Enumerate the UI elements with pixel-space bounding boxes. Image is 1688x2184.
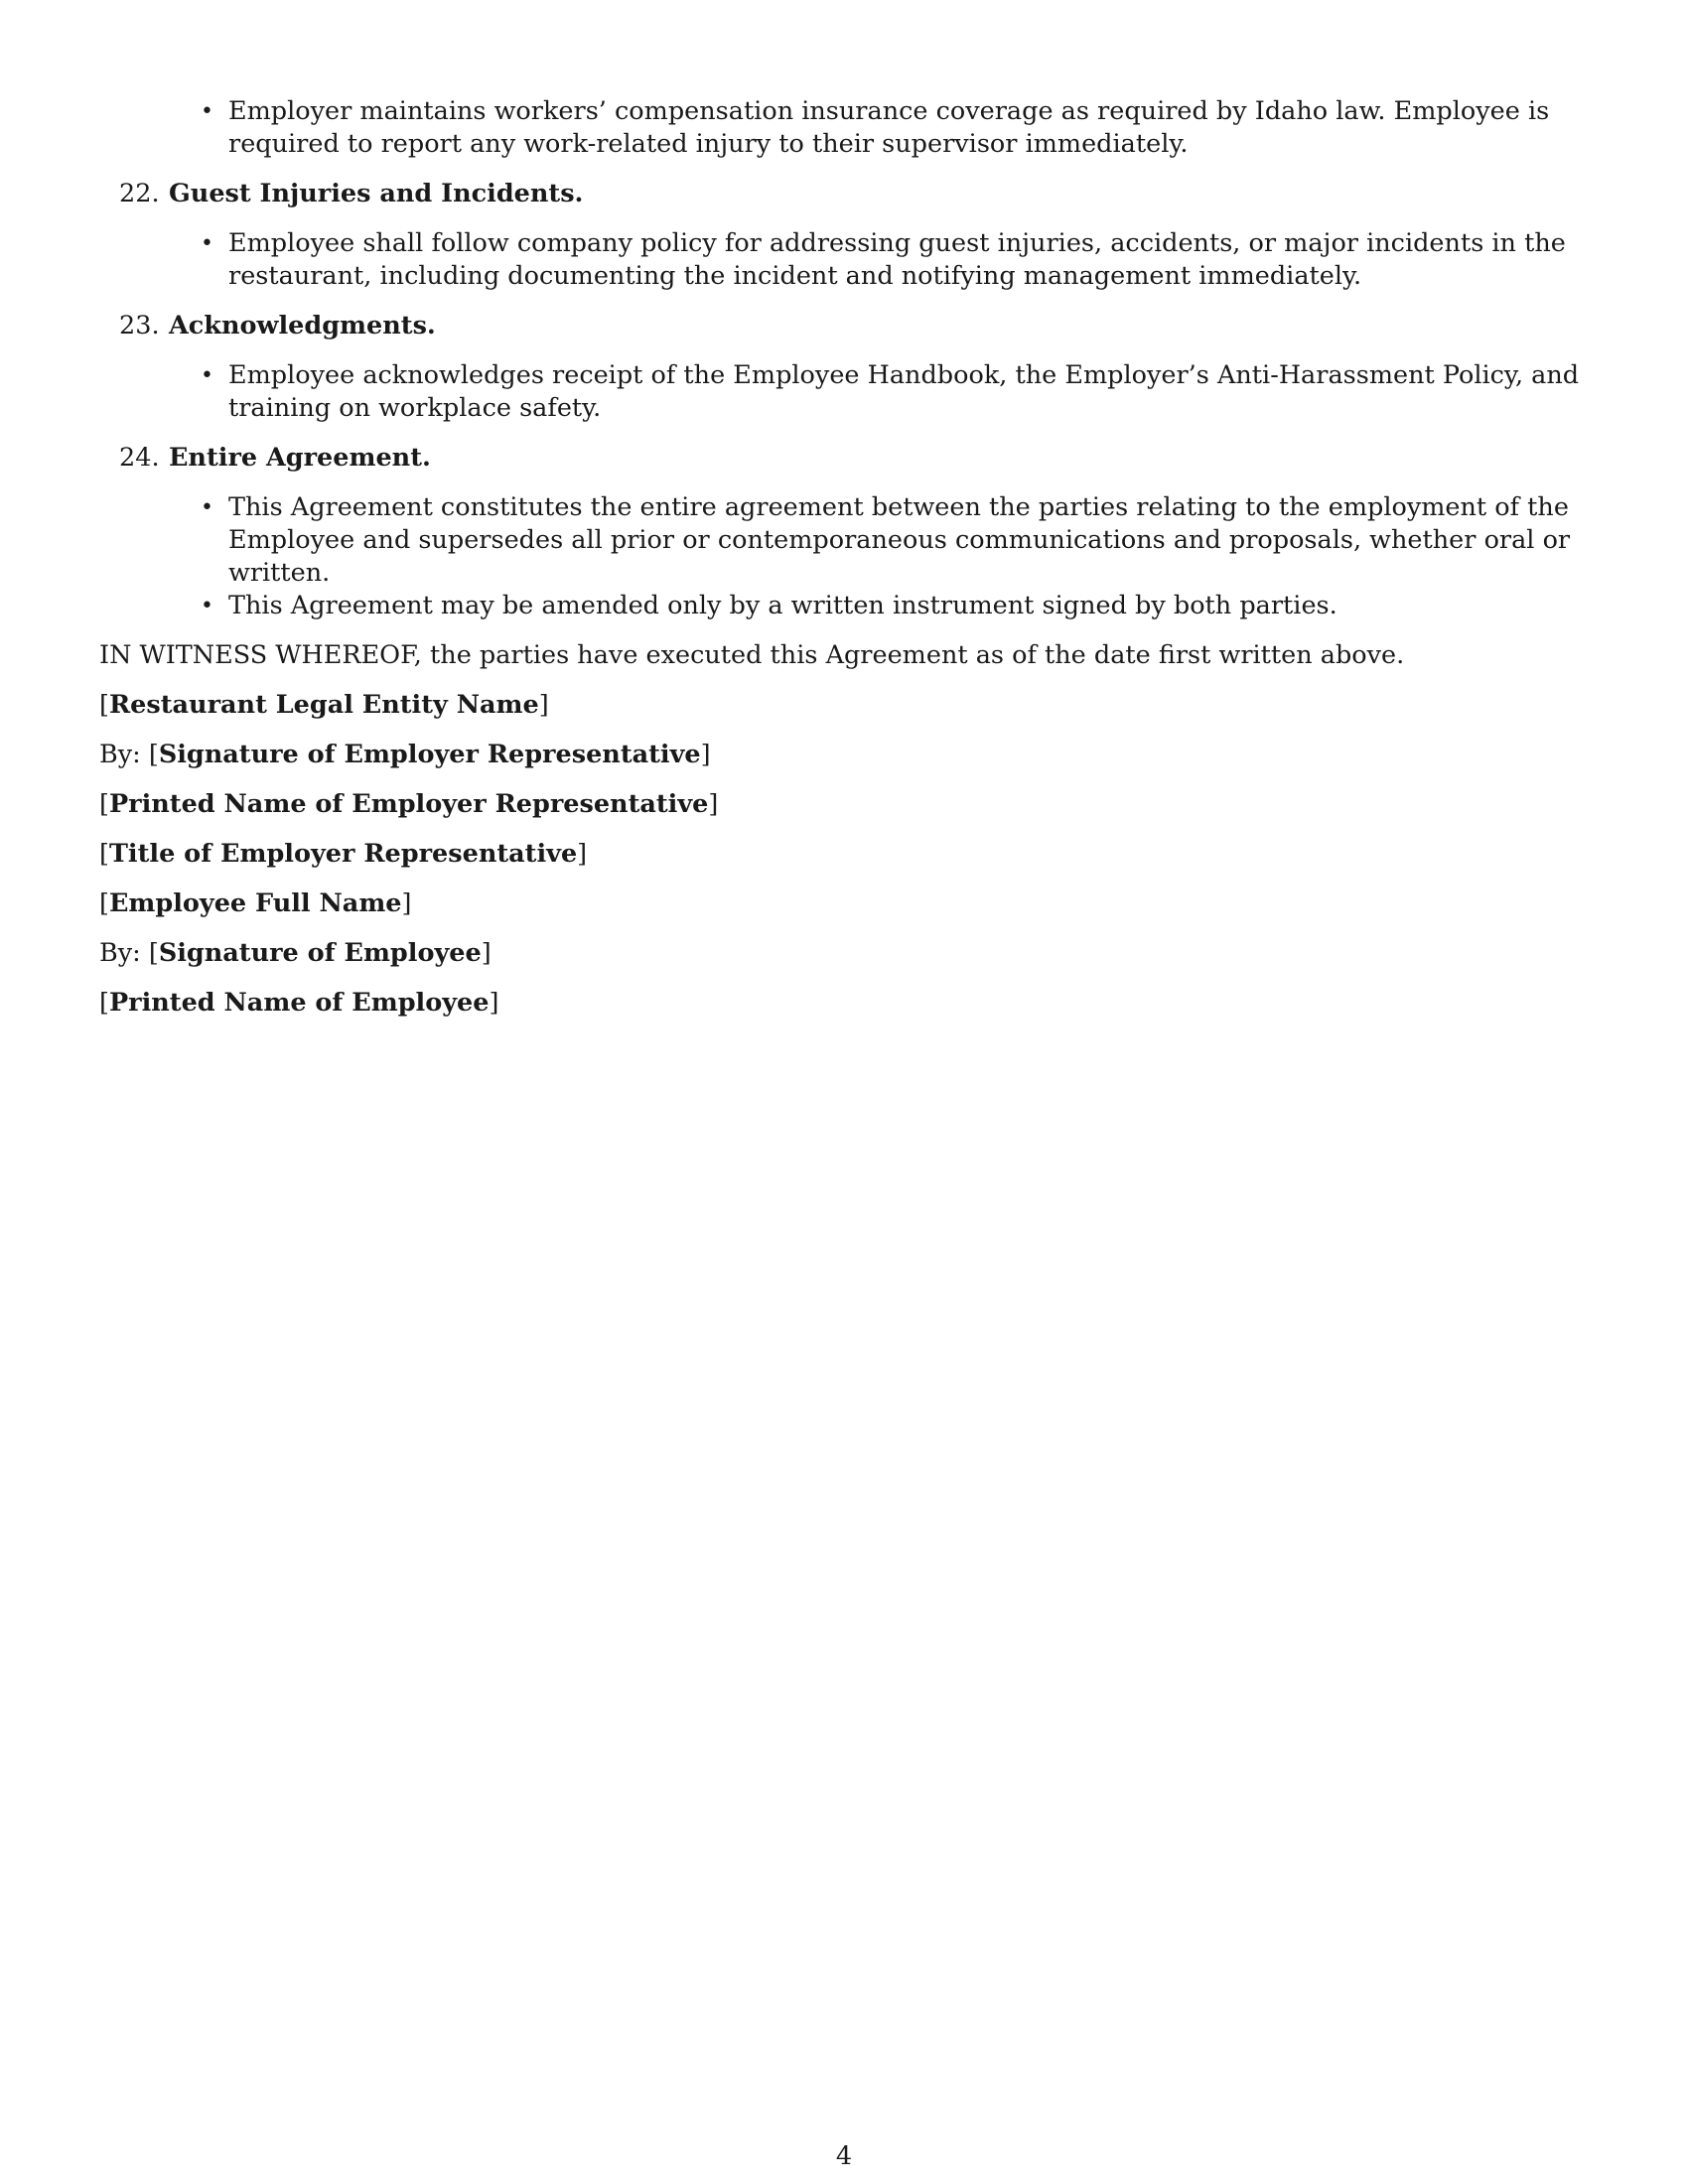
list-item: • This Agreement constitutes the entire agreement between the parties relating to the employment of the Employee and supersedes all prior or contemporaneous communications and proposals, whether oral or written. xyxy=(228,491,1589,590)
section-22 xyxy=(99,178,1589,293)
section-number: 24. xyxy=(119,443,160,473)
employee-full-name: Employee Full Name xyxy=(108,888,402,918)
section-heading xyxy=(99,310,1589,342)
witness-clause: IN WITNESS WHEREOF, the parties have executed this Agreement as of the date first written above. xyxy=(99,640,1405,670)
document-page xyxy=(99,95,1589,1020)
employee-printed-name-line: [Printed Name of Employee] xyxy=(99,988,499,1018)
by-label: By: xyxy=(99,740,141,769)
page-number: 4 xyxy=(835,2141,853,2171)
employer-entity-name: Restaurant Legal Entity Name xyxy=(108,690,539,720)
employer-title-line: [Title of Employer Representative] xyxy=(99,839,588,869)
intro-bullet-list xyxy=(99,95,1589,161)
list-item: • Employee shall follow company policy for addressing guest injuries, accidents, or major incidents in the restaurant, including documenting the incident and notifying management immediately. xyxy=(228,227,1589,293)
section-heading xyxy=(99,442,1589,475)
employer-signature: Signature of Employer Representative xyxy=(158,740,701,769)
section-number: 22. xyxy=(119,179,160,208)
section-24 xyxy=(99,442,1589,622)
section-bullet-list xyxy=(99,359,1589,425)
section-bullet-list xyxy=(99,227,1589,293)
section-number: 23. xyxy=(119,311,160,341)
by-label: By: xyxy=(99,938,141,968)
section-title: Entire Agreement. xyxy=(169,443,431,473)
section-bullet-list xyxy=(99,491,1589,622)
employer-signature-line: By: [Signature of Employer Representative] xyxy=(99,740,711,769)
employee-signature: Signature of Employee xyxy=(158,938,482,968)
section-title: Guest Injuries and Incidents. xyxy=(169,179,584,208)
employee-printed-name: Printed Name of Employee xyxy=(108,988,490,1018)
list-item: • This Agreement may be amended only by a written instrument signed by both parties. xyxy=(228,590,1589,622)
employer-printed-name-line: [Printed Name of Employer Representative] xyxy=(99,789,719,819)
employee-full-name-line: [Employee Full Name] xyxy=(99,888,412,918)
employer-printed-name: Printed Name of Employer Representative xyxy=(108,789,709,819)
list-item: • Employee acknowledges receipt of the Employee Handbook, the Employer’s Anti-Harassment Policy, and training on workplace safety. xyxy=(228,359,1589,425)
list-item: • Employer maintains workers’ compensation insurance coverage as required by Idaho law. Employee is required to report any work-related injury to their supervisor immediately. xyxy=(228,95,1589,161)
section-heading xyxy=(99,178,1589,210)
employer-entity-line: [Restaurant Legal Entity Name] xyxy=(99,690,549,720)
section-23 xyxy=(99,310,1589,425)
employer-title: Title of Employer Representative xyxy=(108,839,578,869)
section-title: Acknowledgments. xyxy=(169,311,436,341)
employee-signature-line: By: [Signature of Employee] xyxy=(99,938,492,968)
